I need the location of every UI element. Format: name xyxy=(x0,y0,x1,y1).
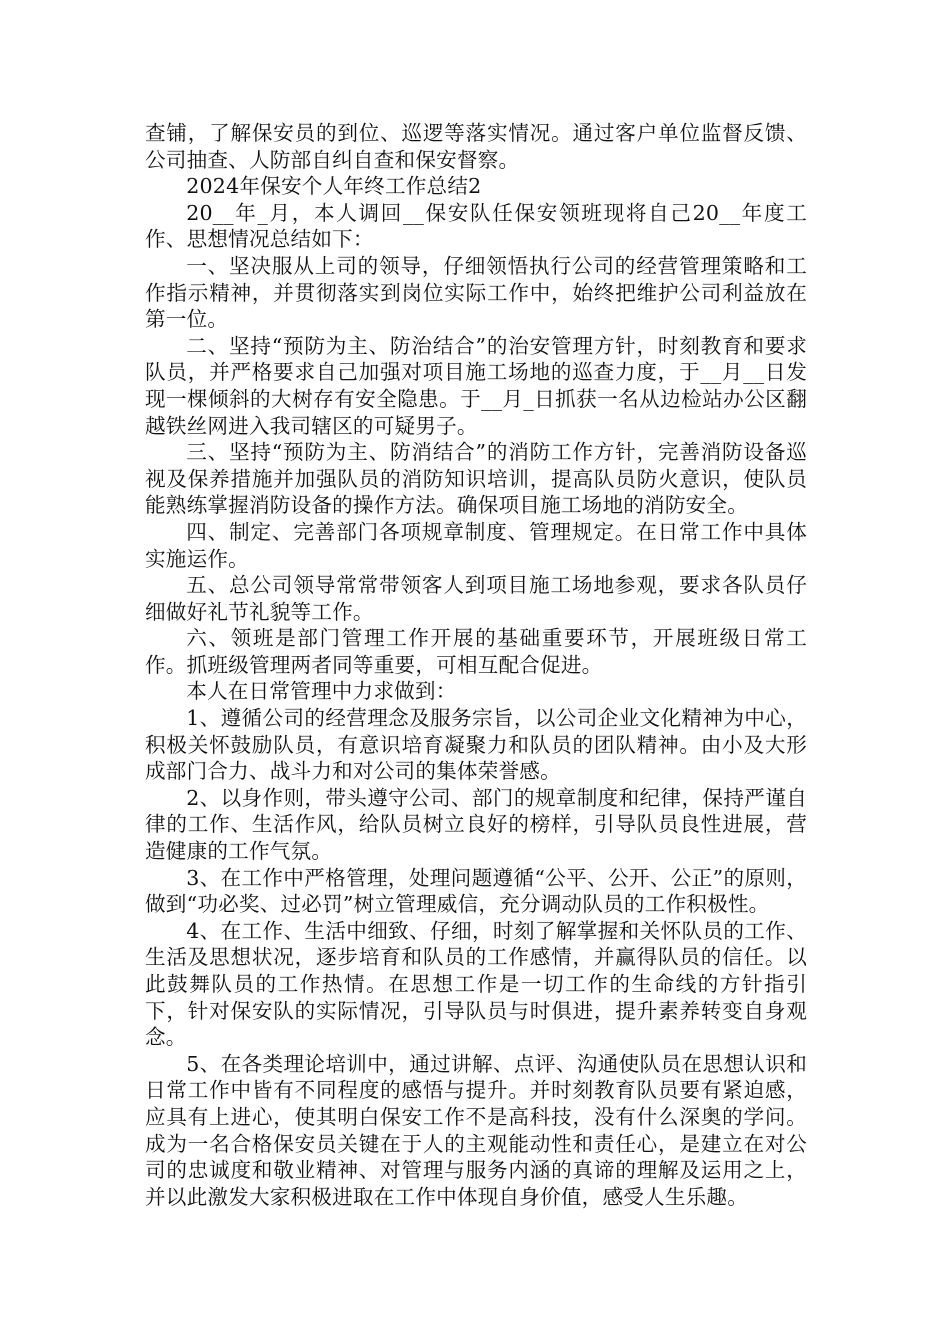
paragraph-lead: 本人在日常管理中力求做到： xyxy=(186,679,457,704)
paragraph-item-6: 六、领班是部门管理工作开展的基础重要环节，开展班级日常工作。抓班级管理两者同等重要，可相互配合促进。 xyxy=(145,626,807,677)
paragraph-item-5: 五、总公司领导常常带领客人到项目施工场地参观，要求各队员仔细做好礼节礼貌等工作。 xyxy=(145,573,807,624)
paragraph-point-3: 3、在工作中严格管理，处理问题遵循“公平、公开、公正”的原则，做到“功必奖、过必罚”树立管理威信，充分调动队员的工作积极性。 xyxy=(145,865,807,917)
document-page xyxy=(145,120,807,1210)
paragraph-item-3: 三、坚持“预防为主、防消结合”的消防工作方针，完善消防设备巡视及保养措施并加强队员的消防知识培训，提高队员防火意识，使队员能熟练掌握消防设备的操作方法。确保项目施工场地的消防安全。 xyxy=(145,440,807,518)
paragraph-point-2: 2、以身作则，带头遵守公司、部门的规章制度和纪律，保持严谨自律的工作、生活作风，给队员树立良好的榜样，引导队员良性进展，营造健康的工作气氛。 xyxy=(145,785,807,864)
paragraph-point-4: 4、在工作、生活中细致、仔细，时刻了解掌握和关怀队员的工作、生活及思想状况，逐步培育和队员的工作感情，并赢得队员的信任。以此鼓舞队员的工作热情。在思想工作是一切工作的生命线的方针指引下，针对保安队的实际情况，引导队员与时俱进，提升素养转变自身观念。 xyxy=(145,918,807,1050)
section-title: 2024年保安个人年终工作总结2 xyxy=(186,174,482,199)
paragraph-item-1: 一、坚决服从上司的领导，仔细领悟执行公司的经营管理策略和工作指示精神，并贯彻落实到岗位实际工作中，始终把维护公司利益放在第一位。 xyxy=(145,253,807,332)
paragraph-item-2: 二、坚持“预防为主、防治结合”的治安管理方针，时刻教育和要求队员，并严格要求自己加强对项目施工场地的巡查力度，于__月__日发现一棵倾斜的大树存有安全隐患。于__月_日抓获一名从边检站办公区翻越铁丝网进入我司辖区的可疑男子。 xyxy=(145,333,807,438)
paragraph-item-4: 四、制定、完善部门各项规章制度、管理规定。在日常工作中具体实施运作。 xyxy=(145,519,807,571)
paragraph-intro: 20__年_月，本人调回__保安队任保安领班现将自己20__年度工作、思想情况总结如下： xyxy=(145,200,807,252)
paragraph-continuation: 查铺，了解保安员的到位、巡逻等落实情况。通过客户单位监督反馈、公司抽查、人防部自纠自查和保安督察。 xyxy=(145,121,807,172)
paragraph-point-1: 1、遵循公司的经营理念及服务宗旨，以公司企业文化精神为中心，积极关怀鼓励队员，有意识培育凝聚力和队员的团队精神。由小及大形成部门合力、战斗力和对公司的集体荣誉感。 xyxy=(145,706,807,784)
paragraph-point-5: 5、在各类理论培训中，通过讲解、点评、沟通使队员在思想认识和日常工作中皆有不同程度的感悟与提升。并时刻教育队员要有紧迫感，应具有上进心，使其明白保安工作不是高科技，没有什么深奥的学问。成为一名合格保安员关键在于人的主观能动性和责任心，是建立在对公司的忠诚度和敬业精神、对管理与服务内涵的真谛的理解及运用之上，并以此激发大家积极进取在工作中体现自身价值，感受人生乐趣。 xyxy=(145,1051,807,1209)
